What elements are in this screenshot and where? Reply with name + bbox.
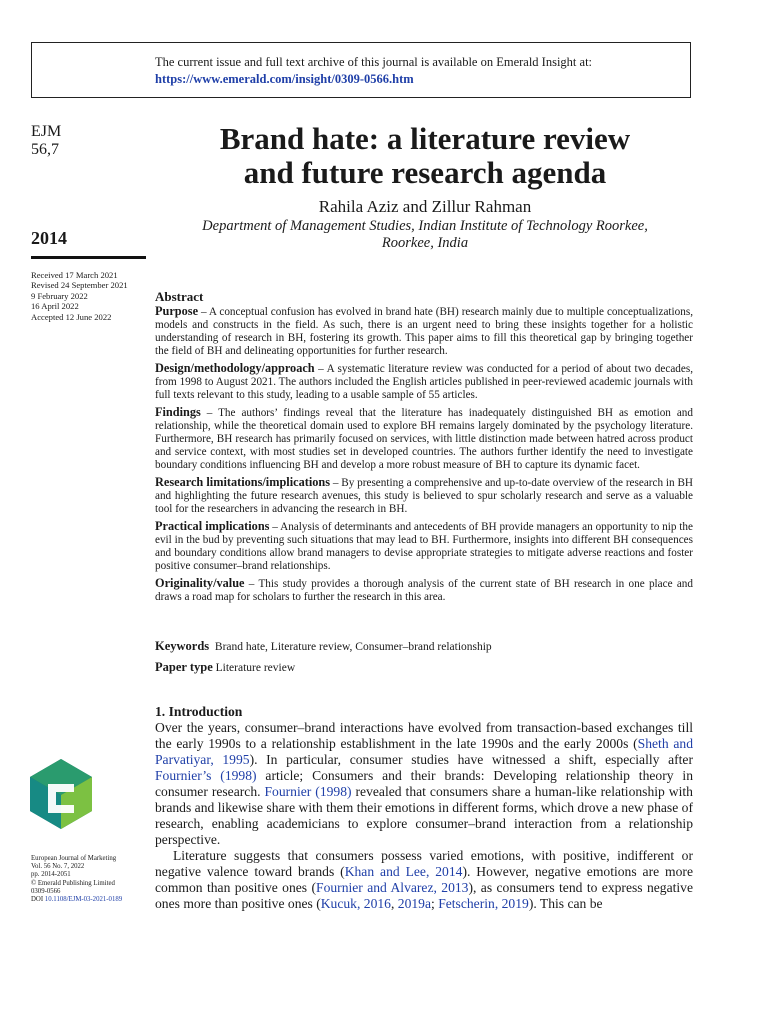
affiliation-line: Department of Management Studies, Indian Institute of Technology Roorkee,: [202, 218, 648, 234]
journal-code: [31, 123, 61, 159]
keywords-label: Keywords: [155, 639, 210, 653]
citation-link[interactable]: Fetscherin, 2019: [438, 896, 529, 911]
paper-type-text: Literature review: [215, 662, 296, 674]
paragraph-text: revealed that consumers share a human-like relationship with brands and likewise share with them their emotions in different forms, which drove a new phase of research, enabling academicians to explore consumer–brand interaction from a relationship perspective.: [155, 784, 693, 847]
paragraph-text: ). In particular, consumer studies have witnessed a shift, especially after: [249, 752, 693, 767]
date-line: Revised 24 September 2021: [31, 280, 128, 291]
section-label: Originality/value: [155, 576, 245, 590]
paper-type: [155, 660, 693, 675]
keywords-text: Brand hate, Literature review, Consumer–brand relationship: [214, 641, 492, 653]
section-text: – Analysis of determinants and antecedents of BH provide managers an opportunity to nip the evil in the bud by preventing such situations that may lead to BH. Furthermore, insights into different BH consequences and boundary conditions allow brand managers to devise appropriate strategies to mitigate adverse reactions and foster positive consumer–brand relationships.: [155, 521, 693, 572]
affiliation: [155, 218, 695, 252]
journal-access-notice: [31, 42, 691, 98]
volume-info: Vol. 56 No. 7, 2022: [31, 863, 85, 871]
journal-citation: [31, 855, 122, 904]
abstract-originality: [155, 577, 693, 604]
introduction-section: [155, 704, 693, 912]
section-label: Findings: [155, 405, 201, 419]
abstract-findings: [155, 406, 693, 472]
section-heading: 1. Introduction: [155, 704, 243, 719]
date-line: 16 April 2022: [31, 301, 79, 312]
notice-text: The current issue and full text archive of this journal is available on Emerald Insight at:: [155, 55, 593, 69]
doi-line: [31, 896, 122, 904]
section-label: Purpose: [155, 304, 199, 318]
title-line: Brand hate: a literature review: [219, 121, 631, 156]
citation-link[interactable]: Kucuk, 2016: [320, 896, 391, 911]
section-label: Research limitations/implications: [155, 475, 331, 489]
citation-link[interactable]: Fournier and Alvarez, 2013: [316, 880, 469, 895]
citation-link[interactable]: 2019a: [397, 896, 431, 911]
issn: 0309-0566: [31, 887, 61, 895]
paragraph-text: Literature suggests that consumers possess varied emotions, with positive, indifferent or negative valence toward brands (: [155, 848, 693, 879]
copyright: © Emerald Publishing Limited: [31, 879, 115, 887]
paragraph-text: ,: [390, 896, 398, 911]
article-title: [155, 122, 695, 190]
paragraph-text: ). However, negative emotions are more common than positive ones (: [155, 864, 693, 895]
paper-type-label: Paper type: [155, 660, 213, 674]
volume-issue: 56,7: [31, 141, 59, 158]
paragraph-text: Over the years, consumer–brand interactions have evolved from transaction-based exchanges till the early 1990s to a relationship establishment in the late 1990s and the early 2000s (: [155, 720, 693, 751]
section-text: – A conceptual confusion has evolved in brand hate (BH) research mainly due to multiple conceptualizations, models and constructs in the field. As such, there is an urgent need to bring these insights together for a holistic understanding of research in BH, fostering its growth. This paper aims to fill this theoretical gap by bringing together the field of BH and delineating opportunities for further research.: [155, 306, 693, 357]
abstract: [155, 290, 693, 608]
doi-link[interactable]: 10.1108/EJM-03-2021-0189: [44, 896, 123, 904]
date-line: Accepted 12 June 2022: [31, 311, 112, 322]
start-page-number: 2014: [31, 228, 67, 248]
citation-link[interactable]: Sheth and Parvatiyar, 1995: [155, 736, 693, 767]
keywords: [155, 639, 693, 654]
journal-abbreviation: EJM: [31, 123, 62, 140]
abstract-limitations: [155, 476, 693, 516]
page-range: pp. 2014-2051: [31, 871, 71, 879]
title-line: and future research agenda: [243, 155, 607, 190]
section-text: – This study provides a thorough analysis of the current state of BH research in one place and draws a road map for scholars to further the research in this area.: [155, 578, 693, 603]
date-line: 9 February 2022: [31, 290, 88, 301]
abstract-practical: [155, 520, 693, 573]
section-text: – By presenting a comprehensive and up-to-date overview of the research in BH and highlighting the future research avenues, this study is believed to spur scholarly research and serve as a valuable tool for the researchers in advancing the research in BH.: [155, 477, 693, 515]
citation-link[interactable]: Fournier (1998): [264, 784, 352, 799]
doi-label: DOI: [31, 896, 44, 904]
section-text: – The authors’ findings reveal that the literature has inadequately distinguished BH as emotion and relationship, while the theoretical domain used to explore BH remains largely dominated by the psychology literature. Furthermore, BH research has primarily focused on services, with little distinction made between hatred across product and service context, with most studies set in developed countries. The authors further identify the need to investigate boundary conditions influencing BH and develop a more robust measure of BH to capture its dynamic facet.: [155, 407, 693, 471]
paragraph-text: ), as consumers tend to express negative ones more than positive ones (: [155, 880, 693, 911]
date-line: Received 17 March 2021: [31, 270, 118, 280]
abstract-design: [155, 362, 693, 402]
affiliation-line: Roorkee, India: [381, 235, 469, 251]
received-dates: [31, 270, 128, 322]
paragraph-text: ;: [431, 896, 439, 911]
abstract-heading: Abstract: [155, 289, 204, 304]
journal-url-link[interactable]: https://www.emerald.com/insight/0309-0566.htm: [155, 72, 414, 86]
citation-link[interactable]: Fournier’s (1998): [155, 768, 257, 783]
section-label: Practical implications: [155, 519, 270, 533]
paragraph-text: article; Consumers and their brands: Developing relationship theory in consumer research.: [155, 768, 693, 799]
divider: [31, 256, 146, 259]
paragraph-text: ). This can be: [528, 896, 603, 911]
abstract-purpose: [155, 305, 693, 358]
journal-name: European Journal of Marketing: [31, 855, 117, 862]
intro-paragraph: [155, 848, 693, 912]
authors: Rahila Aziz and Zillur Rahman: [318, 197, 532, 216]
emerald-logo-icon: [26, 757, 96, 829]
section-text: – A systematic literature review was conducted for a period of about two decades, from 1998 to August 2021. The authors included the English articles published in peer-reviewed academic journals with full texts relevant to this study, leading to a usable sample of 55 articles.: [155, 363, 693, 401]
intro-paragraph: [155, 720, 693, 848]
section-label: Design/methodology/approach: [155, 361, 315, 375]
citation-link[interactable]: Khan and Lee, 2014: [344, 864, 463, 879]
